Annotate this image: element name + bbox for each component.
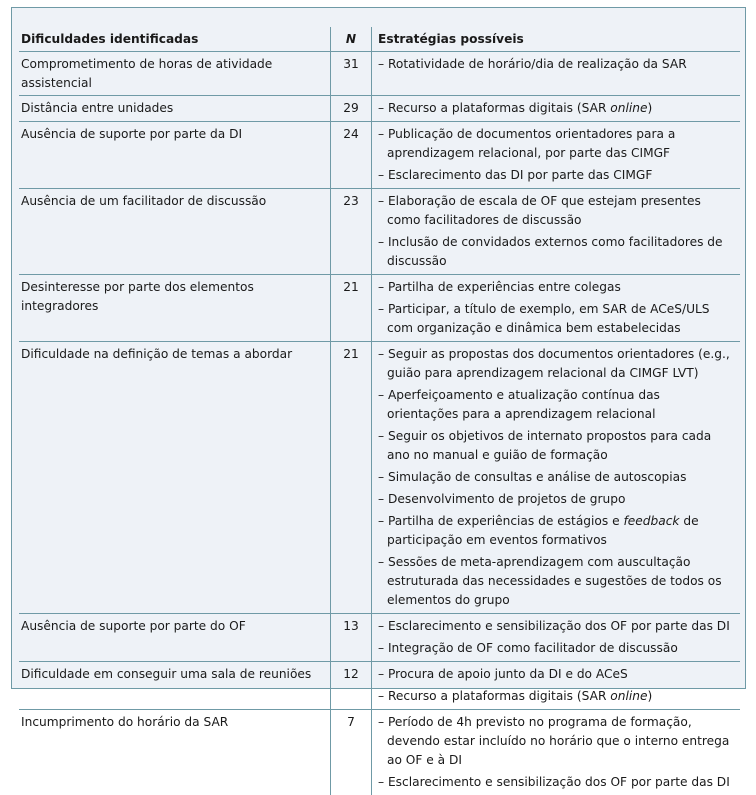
strategy-item: – Partilha de experiências entre colegas <box>378 278 734 297</box>
table-row <box>19 122 740 189</box>
strategies-cell <box>372 96 741 122</box>
header-row <box>19 27 740 52</box>
strategy-item: – Elaboração de escala de OF que estejam presentes como facilitadores de discussão <box>378 192 734 230</box>
strategy-item: – Período de 4h previsto no programa de formação, devendo estar incluído no horário que o interno entrega ao OF e à DI <box>378 713 734 770</box>
header-strategies: Estratégias possíveis <box>372 27 741 52</box>
n-cell: 24 <box>331 122 372 189</box>
strategy-item: – Aperfeiçoamento e atualização contínua das orientações para a aprendizagem relacional <box>378 386 734 424</box>
difficulty-cell: Distância entre unidades <box>19 96 331 122</box>
n-cell: 31 <box>331 52 372 96</box>
strategies-cell <box>372 189 741 275</box>
strategy-item: – Participar, a título de exemplo, em SAR de ACeS/ULS com organização e dinâmica bem estabelecidas <box>378 300 734 338</box>
n-cell: 29 <box>331 96 372 122</box>
header-difficulties: Dificuldades identificadas <box>19 27 331 52</box>
difficulty-cell: Dificuldade na definição de temas a abordar <box>19 342 331 614</box>
table-row <box>19 342 740 614</box>
strategy-item: – Desenvolvimento de projetos de grupo <box>378 490 734 509</box>
table-row <box>19 662 740 710</box>
table-row <box>19 710 740 795</box>
strategy-item: – Esclarecimento das DI por parte das CIMGF <box>378 166 734 185</box>
table-frame <box>11 7 746 689</box>
strategies-cell <box>372 710 741 795</box>
difficulty-cell: Ausência de suporte por parte do OF <box>19 614 331 662</box>
strategies-cell <box>372 52 741 96</box>
n-cell: 12 <box>331 662 372 710</box>
header-n: N <box>331 27 372 52</box>
strategies-cell <box>372 275 741 342</box>
n-cell: 23 <box>331 189 372 275</box>
strategy-item: – Integração de OF como facilitador de discussão <box>378 639 734 658</box>
table-row <box>19 96 740 122</box>
difficulty-cell: Ausência de suporte por parte da DI <box>19 122 331 189</box>
table-row <box>19 275 740 342</box>
strategies-cell <box>372 662 741 710</box>
table-row <box>19 189 740 275</box>
table-row <box>19 52 740 96</box>
table-body <box>19 52 740 795</box>
difficulties-strategies-table <box>19 27 740 795</box>
n-cell: 21 <box>331 275 372 342</box>
n-cell: 7 <box>331 710 372 795</box>
strategy-item: – Recurso a plataformas digitais (SAR online) <box>378 687 734 706</box>
difficulty-cell: Ausência de um facilitador de discussão <box>19 189 331 275</box>
strategy-item: – Procura de apoio junto da DI e do ACeS <box>378 665 734 684</box>
table-row <box>19 614 740 662</box>
strategy-item: – Sessões de meta-aprendizagem com auscultação estruturada das necessidades e sugestões de todos os elementos do grupo <box>378 553 734 610</box>
strategy-item: – Seguir as propostas dos documentos orientadores (e.g., guião para aprendizagem relacional da CIMGF LVT) <box>378 345 734 383</box>
strategy-item: – Recurso a plataformas digitais (SAR online) <box>378 99 734 118</box>
strategy-item: – Simulação de consultas e análise de autoscopias <box>378 468 734 487</box>
strategy-item: – Seguir os objetivos de internato propostos para cada ano no manual e guião de formação <box>378 427 734 465</box>
strategy-item: – Esclarecimento e sensibilização dos OF por parte das DI <box>378 617 734 636</box>
strategy-item: – Esclarecimento e sensibilização dos OF por parte das DI <box>378 773 734 792</box>
difficulty-cell: Desinteresse por parte dos elementos integradores <box>19 275 331 342</box>
n-cell: 13 <box>331 614 372 662</box>
strategy-item: – Inclusão de convidados externos como facilitadores de discussão <box>378 233 734 271</box>
n-cell: 21 <box>331 342 372 614</box>
strategy-item: – Rotatividade de horário/dia de realização da SAR <box>378 55 734 74</box>
strategy-item: – Partilha de experiências de estágios e feedback de participação em eventos formativos <box>378 512 734 550</box>
difficulty-cell: Dificuldade em conseguir uma sala de reuniões <box>19 662 331 710</box>
strategies-cell <box>372 122 741 189</box>
strategies-cell <box>372 342 741 614</box>
difficulty-cell: Incumprimento do horário da SAR <box>19 710 331 795</box>
strategy-item: – Publicação de documentos orientadores para a aprendizagem relacional, por parte das CIMGF <box>378 125 734 163</box>
difficulty-cell: Comprometimento de horas de atividade assistencial <box>19 52 331 96</box>
strategies-cell <box>372 614 741 662</box>
